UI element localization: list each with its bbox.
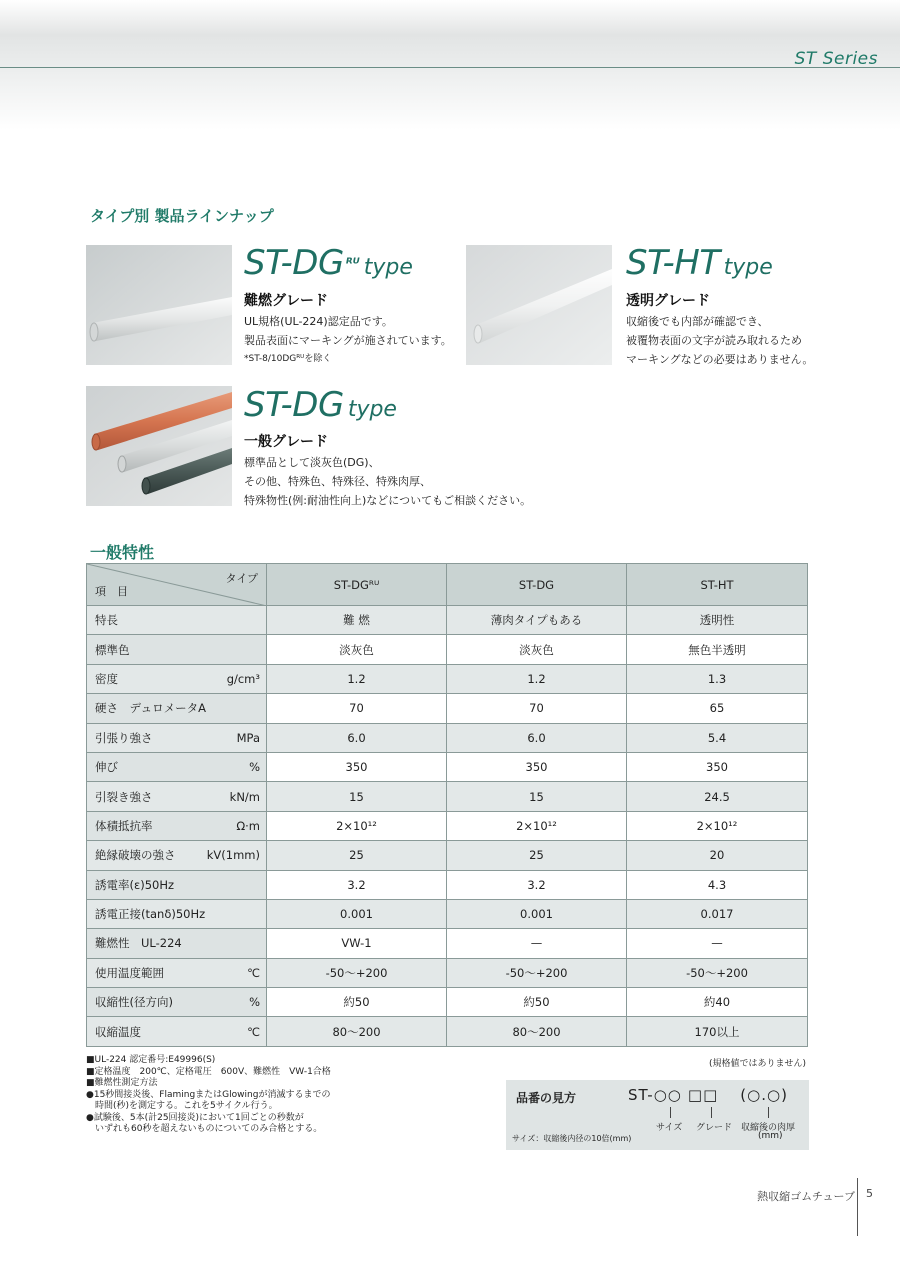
product-name: ST-DG <box>244 385 344 425</box>
grade-caption: グレード <box>696 1123 733 1133</box>
table-cell: VW-1 <box>267 929 447 958</box>
part-number-label: 品番の見方 <box>516 1091 577 1105</box>
table-cell: 1.2 <box>447 664 627 693</box>
row-label: 誘電正接(tanδ)50Hz <box>95 907 206 922</box>
table-cell: 3.2 <box>447 870 627 899</box>
table-cell: 2×10¹² <box>627 811 808 840</box>
size-caption: サイズ <box>656 1123 683 1133</box>
table-row <box>87 752 808 781</box>
properties-body <box>87 606 808 1047</box>
row-label-cell <box>87 782 267 811</box>
corner-item-label: 項 目 <box>95 585 128 598</box>
row-label-cell <box>87 958 267 987</box>
product-name: ST-DG <box>244 243 344 283</box>
size-note: サイズ：収縮後内径の10倍(mm) <box>512 1134 632 1143</box>
table-cell: 15 <box>447 782 627 811</box>
table-cell: 無色半透明 <box>627 635 808 664</box>
row-label: 難燃性 UL-224 <box>95 936 182 951</box>
row-label-cell <box>87 752 267 781</box>
table-cell: 20 <box>627 841 808 870</box>
table-cell: — <box>447 929 627 958</box>
row-label: 収縮温度 <box>95 1024 141 1039</box>
table-cell: 350 <box>267 752 447 781</box>
table-cell: -50～+200 <box>447 958 627 987</box>
ul-mark-icon: ᴿᵁ <box>345 256 360 272</box>
note-line: ■難燃性測定方法 <box>86 1078 158 1088</box>
table-cell: 2×10¹² <box>267 811 447 840</box>
row-label: 密度 <box>95 671 118 686</box>
footer-divider <box>857 1178 858 1236</box>
table-cell: 薄肉タイプもある <box>447 606 627 635</box>
notes <box>86 1055 331 1136</box>
type-word: type <box>723 255 773 280</box>
st-dg-type-name <box>244 385 397 425</box>
st-dg-ul-grade: 難燃グレード <box>244 293 328 309</box>
type-word: type <box>347 397 397 422</box>
row-label: 引裂き強さ <box>95 789 153 804</box>
note-line: ■定格温度 200℃、定格電圧 600V、難燃性 VW-1合格 <box>86 1066 331 1077</box>
table-cell: 約50 <box>447 988 627 1017</box>
lineup-title: タイプ別 製品ラインナップ <box>90 207 274 225</box>
table-cell: 350 <box>447 752 627 781</box>
series-title: ST Series <box>794 49 878 69</box>
row-label-cell <box>87 723 267 752</box>
table-header-row <box>87 564 808 606</box>
desc-line: 特殊物性(例:耐油性向上)などについてもご相談ください。 <box>244 494 532 507</box>
table-cell: 15 <box>267 782 447 811</box>
table-row <box>87 694 808 723</box>
table-cell: 約50 <box>267 988 447 1017</box>
row-unit: kN/m <box>229 789 260 804</box>
row-unit: % <box>249 995 260 1010</box>
table-row <box>87 782 808 811</box>
table-cell: 約40 <box>627 988 808 1017</box>
row-unit: Ω·m <box>236 818 260 833</box>
row-unit: g/cm³ <box>226 671 260 686</box>
table-cell: 1.2 <box>267 664 447 693</box>
table-row <box>87 841 808 870</box>
table-cell: -50～+200 <box>267 958 447 987</box>
desc-line: マーキングなどの必要はありません。 <box>626 353 814 366</box>
desc-line: 製品表面にマーキングが施されています。 <box>244 334 452 347</box>
table-row <box>87 958 808 987</box>
st-dg-ul-type-name <box>244 243 413 283</box>
table-cell: 難 燃 <box>267 606 447 635</box>
row-label-cell <box>87 899 267 928</box>
table-cell: 淡灰色 <box>267 635 447 664</box>
row-label: 収縮性(径方向) <box>95 995 173 1010</box>
product-name: ST-HT <box>626 243 720 283</box>
row-unit: ℃ <box>247 965 260 980</box>
row-label: 特長 <box>95 613 118 628</box>
table-cell: 6.0 <box>447 723 627 752</box>
table-cell: 25 <box>447 841 627 870</box>
properties-title: 一般特性 <box>90 543 155 562</box>
table-cell: 80～200 <box>267 1017 447 1046</box>
header-band <box>0 0 900 130</box>
part-number-format <box>628 1086 788 1104</box>
thickness-tick <box>768 1107 769 1118</box>
table-cell: 6.0 <box>267 723 447 752</box>
row-label: 引張り強さ <box>95 730 153 745</box>
row-label: 絶縁破壊の強さ <box>95 848 176 863</box>
table-cell: -50～+200 <box>627 958 808 987</box>
table-row <box>87 664 808 693</box>
table-row <box>87 870 808 899</box>
table-cell: 0.001 <box>447 899 627 928</box>
type-word: type <box>363 255 413 280</box>
desc-line: 収縮後でも内部が確認でき、 <box>626 315 769 328</box>
row-unit: MPa <box>236 730 260 745</box>
desc-line: その他、特殊色、特殊径、特殊肉厚、 <box>244 475 431 488</box>
table-cell: 3.2 <box>267 870 447 899</box>
desc-line: 標準品として淡灰色(DG)、 <box>244 456 380 469</box>
row-label-cell <box>87 811 267 840</box>
table-row <box>87 811 808 840</box>
row-label-cell <box>87 841 267 870</box>
row-label: 標準色 <box>95 642 130 657</box>
table-cell: 0.001 <box>267 899 447 928</box>
st-ht-description <box>626 312 813 369</box>
row-label-cell <box>87 870 267 899</box>
table-cell: 65 <box>627 694 808 723</box>
table-row <box>87 723 808 752</box>
st-dg-ul-photo <box>86 245 232 365</box>
table-row <box>87 1017 808 1046</box>
code-grade: □□ <box>687 1086 719 1104</box>
table-row <box>87 929 808 958</box>
column-header: ST-HT <box>627 564 808 606</box>
table-cell: 1.3 <box>627 664 808 693</box>
st-ht-photo <box>466 245 612 365</box>
note-line: ●15秒間接炎後、FlamingまたはGlowingが消滅するまでの <box>86 1089 331 1100</box>
st-ht-type-name <box>626 243 773 283</box>
column-header: ST-DGᴿᵁ <box>267 564 447 606</box>
code-size: ST-○○ <box>628 1086 682 1104</box>
corner-type-label: タイプ <box>225 572 258 585</box>
desc-note: *ST-8/10DGᴿᵁを除く <box>244 354 332 364</box>
row-label: 使用温度範囲 <box>95 965 164 980</box>
row-label: 誘電率(ε)50Hz <box>95 877 175 892</box>
table-cell: 80～200 <box>447 1017 627 1046</box>
table-cell: 5.4 <box>627 723 808 752</box>
st-dg-description <box>244 453 531 510</box>
table-row <box>87 988 808 1017</box>
row-label-cell <box>87 929 267 958</box>
table-cell: 4.3 <box>627 870 808 899</box>
header-rule <box>0 67 900 68</box>
note-line: ●試験後、5本(計25回接炎)において1回ごとの秒数が <box>86 1112 304 1123</box>
table-cell: 0.017 <box>627 899 808 928</box>
table-corner-cell <box>87 564 267 606</box>
desc-line: UL規格(UL-224)認定品です。 <box>244 315 393 328</box>
table-row <box>87 635 808 664</box>
row-unit: kV(1mm) <box>206 848 260 863</box>
note-line: ■UL-224 認定番号:E49996(S) <box>86 1055 216 1065</box>
row-label: 伸び <box>95 760 118 775</box>
row-label-cell <box>87 1017 267 1046</box>
row-label: 体積抵抗率 <box>95 818 153 833</box>
note-line: いずれも60秒を超えないものについてのみ合格とする。 <box>86 1124 323 1134</box>
table-cell: 2×10¹² <box>447 811 627 840</box>
table-cell: 70 <box>267 694 447 723</box>
row-unit: ℃ <box>247 1024 260 1039</box>
table-row <box>87 899 808 928</box>
note-line: 時間(秒)を測定する。これを5サイクル行う。 <box>86 1101 278 1111</box>
grade-tick <box>711 1107 712 1118</box>
code-thickness: (○.○) <box>740 1086 788 1104</box>
row-label-cell <box>87 988 267 1017</box>
table-cell: 170以上 <box>627 1017 808 1046</box>
st-dg-photo <box>86 386 232 506</box>
st-dg-grade: 一般グレード <box>244 434 328 450</box>
st-dg-ul-description <box>244 312 452 369</box>
size-tick <box>670 1107 671 1118</box>
thickness-caption: 収縮後の肉厚 <box>741 1123 796 1133</box>
properties-table <box>86 563 808 1047</box>
table-cell: 70 <box>447 694 627 723</box>
thickness-unit: (mm) <box>758 1131 783 1141</box>
row-unit: % <box>249 760 260 775</box>
desc-line: 被覆物表面の文字が読み取れるため <box>626 334 802 347</box>
row-label-cell <box>87 664 267 693</box>
row-label: 硬さ デュロメータA <box>95 701 207 716</box>
row-label-cell <box>87 606 267 635</box>
part-number-guide <box>506 1080 809 1150</box>
table-cell: 淡灰色 <box>447 635 627 664</box>
table-cell: 25 <box>267 841 447 870</box>
footer-title: 熱収縮ゴムチューブ <box>757 1190 855 1203</box>
table-remark: (規格値ではありません) <box>708 1059 806 1069</box>
page-number: 5 <box>866 1187 873 1200</box>
row-label-cell <box>87 694 267 723</box>
st-ht-grade: 透明グレード <box>626 293 710 309</box>
table-cell: 透明性 <box>627 606 808 635</box>
column-header: ST-DG <box>447 564 627 606</box>
table-cell: — <box>627 929 808 958</box>
table-row <box>87 606 808 635</box>
table-cell: 24.5 <box>627 782 808 811</box>
row-label-cell <box>87 635 267 664</box>
table-cell: 350 <box>627 752 808 781</box>
